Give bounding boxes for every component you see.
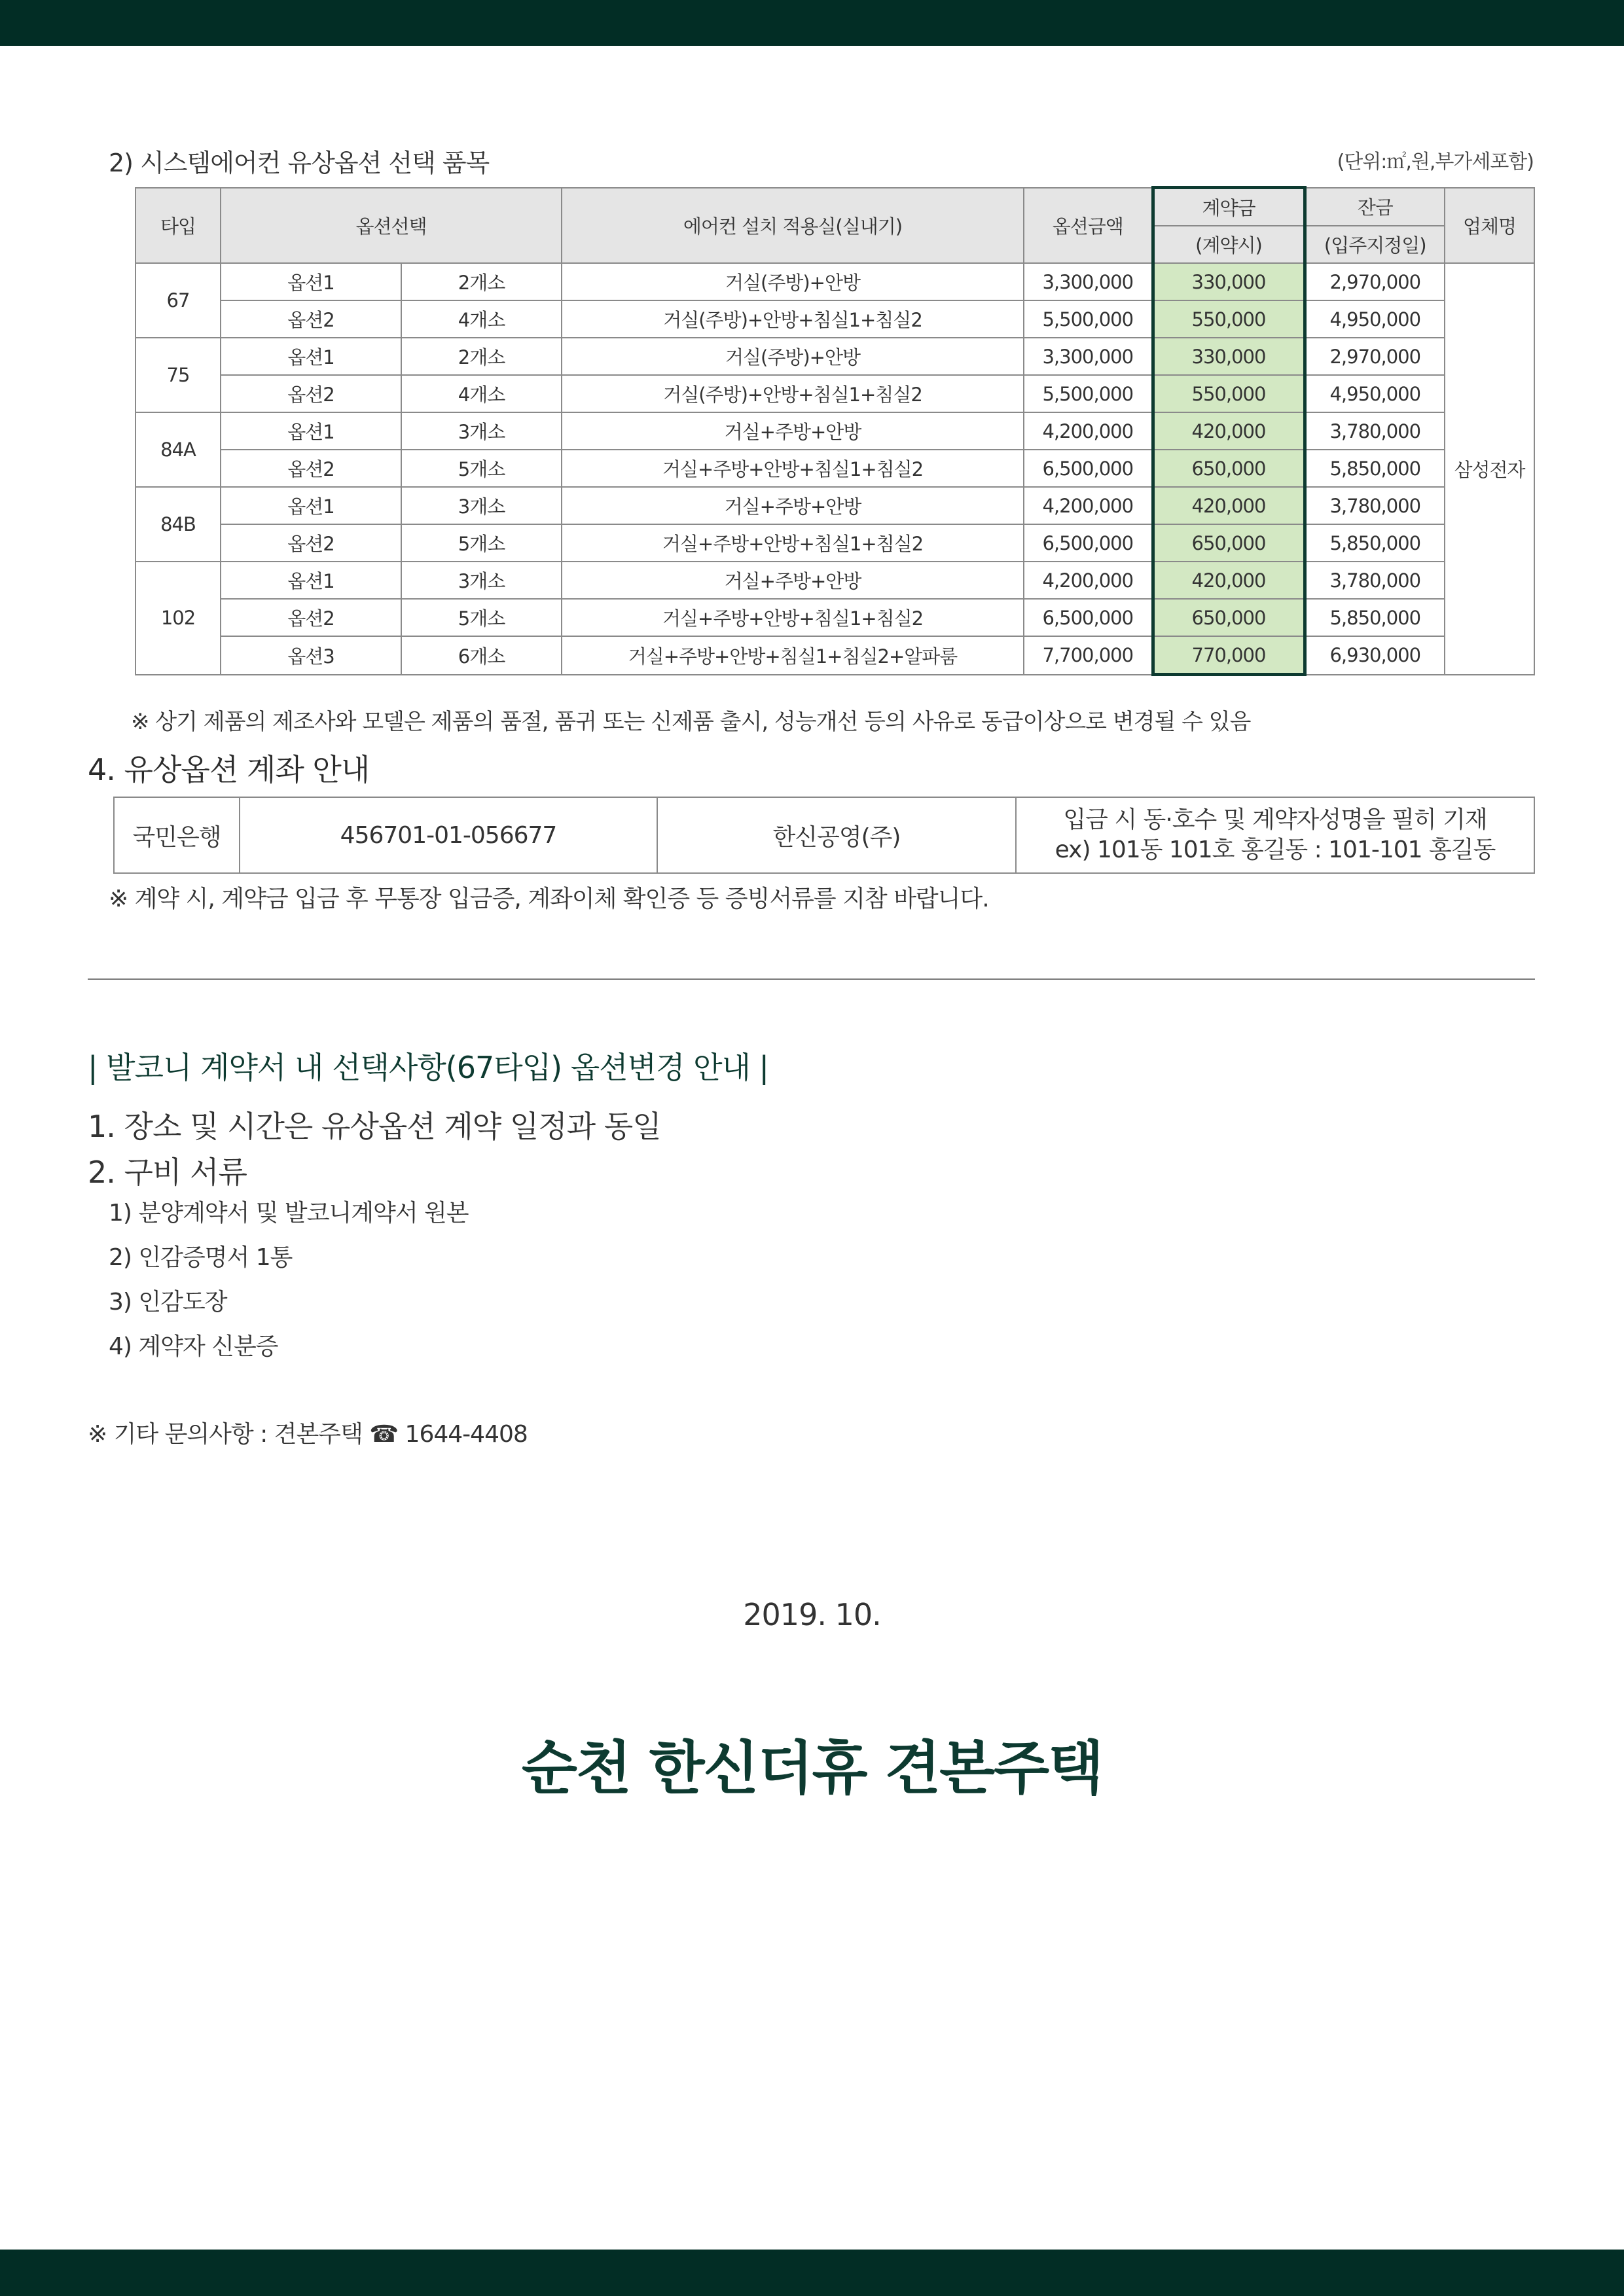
rooms-cell: 거실+주방+안방 (562, 412, 1024, 450)
count-cell: 3개소 (401, 562, 562, 599)
option-cell: 옵션2 (221, 300, 401, 338)
proof-document-note: ※ 계약 시, 계약금 입금 후 무통장 입금증, 계좌이체 확인증 등 증빙서류를 지참 바랍니다. (109, 886, 989, 912)
instruction-line-2: ex) 101동 101호 홍길동 : 101-101 홍길동 (1055, 836, 1496, 863)
required-doc-item: 3) 인감도장 (109, 1289, 227, 1316)
header-deposit: 계약금 (1153, 188, 1305, 226)
rooms-cell: 거실+주방+안방+침실1+침실2 (562, 524, 1024, 562)
amount-cell: 3,300,000 (1024, 338, 1153, 375)
top-brand-bar (0, 0, 1624, 46)
amount-cell: 6,500,000 (1024, 450, 1153, 487)
table-row (135, 599, 1534, 636)
deposit-cell: 650,000 (1153, 599, 1305, 636)
table-row (135, 450, 1534, 487)
count-cell: 5개소 (401, 599, 562, 636)
amount-cell: 4,200,000 (1024, 412, 1153, 450)
type-cell: 67 (135, 263, 221, 338)
option-cell: 옵션1 (221, 487, 401, 524)
amount-cell: 6,500,000 (1024, 524, 1153, 562)
project-name: 순천 한신더휴 견본주택 (521, 1734, 1103, 1802)
table-row (135, 487, 1534, 524)
deposit-cell: 650,000 (1153, 524, 1305, 562)
count-cell: 3개소 (401, 487, 562, 524)
deposit-cell: 420,000 (1153, 562, 1305, 599)
table-row (135, 412, 1534, 450)
header-rooms: 에어컨 설치 적용실(실내기) (562, 188, 1024, 264)
option-cell: 옵션1 (221, 562, 401, 599)
type-cell: 84B (135, 487, 221, 562)
section-divider (88, 978, 1535, 980)
table-row (135, 300, 1534, 338)
balance-cell: 4,950,000 (1305, 300, 1445, 338)
balance-cell: 5,850,000 (1305, 450, 1445, 487)
option-cell: 옵션2 (221, 599, 401, 636)
option-cell: 옵션1 (221, 412, 401, 450)
type-cell: 84A (135, 412, 221, 487)
rooms-cell: 거실(주방)+안방+침실1+침실2 (562, 375, 1024, 412)
deposit-cell: 770,000 (1153, 636, 1305, 675)
deposit-cell: 650,000 (1153, 450, 1305, 487)
balance-cell: 5,850,000 (1305, 524, 1445, 562)
rooms-cell: 거실(주방)+안방+침실1+침실2 (562, 300, 1024, 338)
balance-cell: 4,950,000 (1305, 375, 1445, 412)
header-balance: 잔금 (1305, 188, 1445, 226)
option-cell: 옵션2 (221, 450, 401, 487)
deposit-cell: 420,000 (1153, 412, 1305, 450)
header-deposit-sub: (계약시) (1153, 226, 1305, 263)
rooms-cell: 거실+주방+안방 (562, 562, 1024, 599)
count-cell: 6개소 (401, 636, 562, 675)
bottom-brand-bar (0, 2250, 1624, 2296)
amount-cell: 6,500,000 (1024, 599, 1153, 636)
option-cell: 옵션3 (221, 636, 401, 675)
table-row (135, 524, 1534, 562)
company-cell: 삼성전자 (1445, 263, 1534, 675)
rooms-cell: 거실+주방+안방+침실1+침실2 (562, 599, 1024, 636)
table-row (135, 263, 1534, 300)
amount-cell: 5,500,000 (1024, 300, 1153, 338)
header-balance-sub: (입주지정일) (1305, 226, 1445, 263)
amount-cell: 7,700,000 (1024, 636, 1153, 675)
account-holder: 한신공영(주) (657, 797, 1016, 873)
count-cell: 5개소 (401, 524, 562, 562)
type-cell: 75 (135, 338, 221, 412)
deposit-cell: 420,000 (1153, 487, 1305, 524)
balance-cell: 5,850,000 (1305, 599, 1445, 636)
deposit-cell: 550,000 (1153, 375, 1305, 412)
bank-name: 국민은행 (114, 797, 240, 873)
rooms-cell: 거실+주방+안방+침실1+침실2 (562, 450, 1024, 487)
type-cell: 102 (135, 562, 221, 675)
option-cell: 옵션1 (221, 338, 401, 375)
table-row (135, 636, 1534, 675)
instruction-line-1: 입금 시 동·호수 및 계약자성명을 필히 기재 (1063, 806, 1487, 833)
required-doc-item: 1) 분양계약서 및 발코니계약서 원본 (109, 1200, 469, 1227)
count-cell: 3개소 (401, 412, 562, 450)
balance-cell: 6,930,000 (1305, 636, 1445, 675)
account-table (113, 797, 1535, 874)
aircon-option-table (135, 186, 1535, 676)
table-row (135, 562, 1534, 599)
amount-cell: 4,200,000 (1024, 562, 1153, 599)
account-section-title: 4. 유상옵션 계좌 안내 (88, 752, 370, 787)
amount-cell: 4,200,000 (1024, 487, 1153, 524)
rooms-cell: 거실+주방+안방+침실1+침실2+알파룸 (562, 636, 1024, 675)
section-title: 2) 시스템에어컨 유상옵션 선택 품목 (109, 149, 490, 177)
balance-cell: 3,780,000 (1305, 412, 1445, 450)
deposit-cell: 550,000 (1153, 300, 1305, 338)
count-cell: 2개소 (401, 263, 562, 300)
option-cell: 옵션2 (221, 524, 401, 562)
document-date: 2019. 10. (743, 1597, 881, 1632)
rooms-cell: 거실+주방+안방 (562, 487, 1024, 524)
unit-note: (단위:㎡,원,부가세포함) (1337, 151, 1534, 173)
amount-cell: 3,300,000 (1024, 263, 1153, 300)
deposit-instruction (1016, 797, 1534, 873)
rooms-cell: 거실(주방)+안방 (562, 263, 1024, 300)
required-doc-item: 2) 인감증명서 1통 (109, 1244, 293, 1271)
count-cell: 4개소 (401, 300, 562, 338)
count-cell: 5개소 (401, 450, 562, 487)
balance-cell: 3,780,000 (1305, 562, 1445, 599)
table-header-row (135, 188, 1534, 226)
balcony-option-title: | 발코니 계약서 내 선택사항(67타입) 옵션변경 안내 | (88, 1050, 769, 1085)
account-number: 456701-01-056677 (240, 797, 657, 873)
header-type: 타입 (135, 188, 221, 264)
product-change-note: ※ 상기 제품의 제조사와 모델은 제품의 품절, 품귀 또는 신제품 출시, 성능개선 등의 사유로 동급이상으로 변경될 수 있음 (131, 709, 1251, 735)
header-amount: 옵션금액 (1024, 188, 1153, 264)
header-company: 업체명 (1445, 188, 1534, 264)
contact-info: ※ 기타 문의사항 : 견본주택 ☎ 1644-4408 (88, 1421, 528, 1448)
rooms-cell: 거실(주방)+안방 (562, 338, 1024, 375)
balance-cell: 2,970,000 (1305, 338, 1445, 375)
header-option: 옵션선택 (221, 188, 562, 264)
required-doc-item: 4) 계약자 신분증 (109, 1333, 278, 1360)
deposit-cell: 330,000 (1153, 263, 1305, 300)
count-cell: 2개소 (401, 338, 562, 375)
table-row (135, 338, 1534, 375)
amount-cell: 5,500,000 (1024, 375, 1153, 412)
table-row (135, 375, 1534, 412)
option-cell: 옵션1 (221, 263, 401, 300)
balance-cell: 2,970,000 (1305, 263, 1445, 300)
balcony-item-2: 2. 구비 서류 (88, 1155, 247, 1190)
balcony-item-1: 1. 장소 및 시간은 유상옵션 계약 일정과 동일 (88, 1109, 661, 1144)
count-cell: 4개소 (401, 375, 562, 412)
balance-cell: 3,780,000 (1305, 487, 1445, 524)
account-row (114, 797, 1534, 873)
deposit-cell: 330,000 (1153, 338, 1305, 375)
option-cell: 옵션2 (221, 375, 401, 412)
